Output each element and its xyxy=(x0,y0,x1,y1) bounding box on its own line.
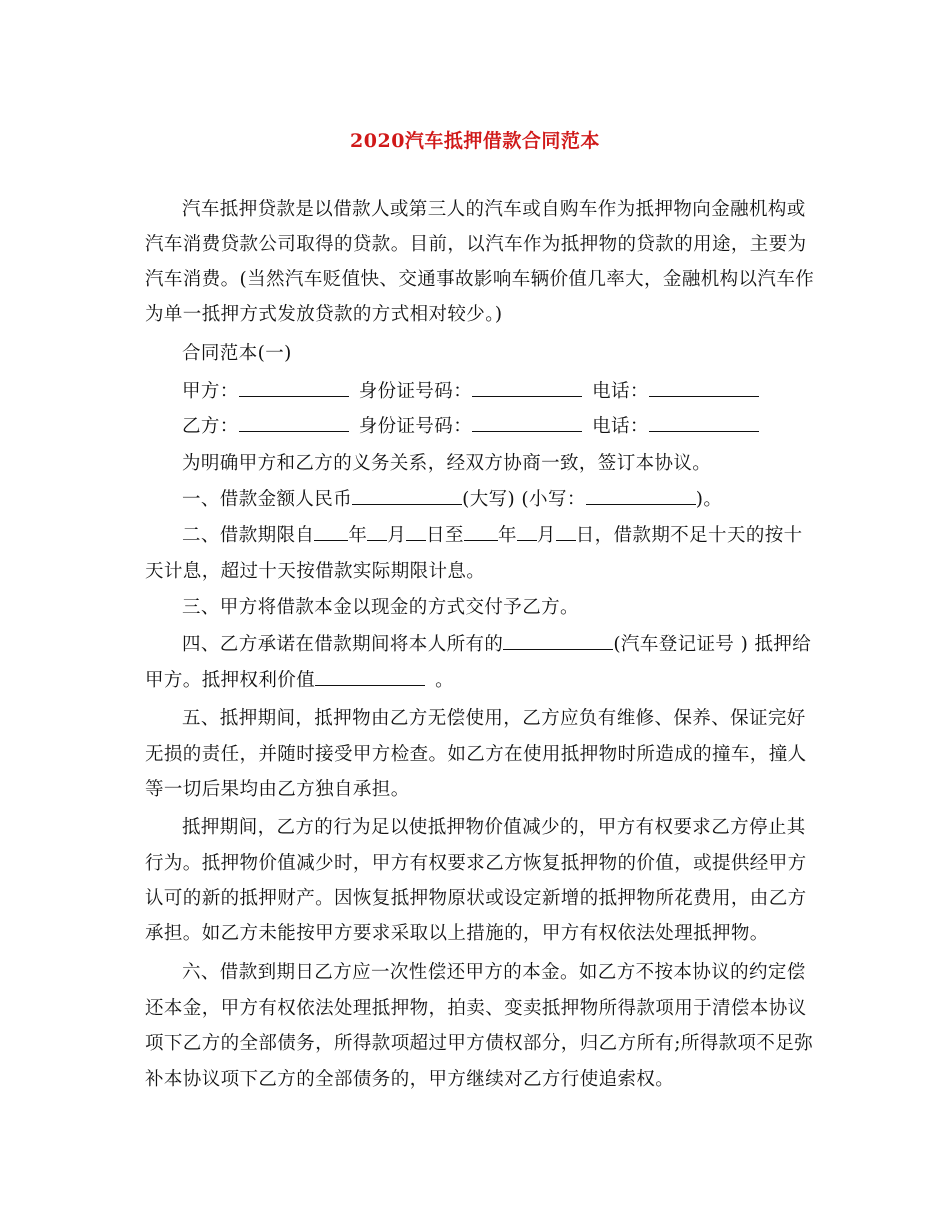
mortgage-para-line: 认可的新的抵押财产。因恢复抵押物原状或设定新增的抵押物所花费用，由乙方 xyxy=(145,888,807,909)
mortgage-para-line: 行为。抵押物价值减少时，甲方有权要求乙方恢复抵押物的价值，或提供经甲方 xyxy=(145,853,807,874)
party-b-label: 乙方： xyxy=(182,416,239,437)
amount-upper-blank xyxy=(352,488,462,505)
clause-4-line2 xyxy=(145,669,815,693)
registration-number-blank xyxy=(503,633,613,650)
clause-2-line2: 天计息，超过十天按借款实际期限计息。 xyxy=(145,561,486,582)
clause-2-text: 二、借款期限自 xyxy=(182,525,315,546)
intro-line: 汽车消费。(当然汽车贬值快、交通事故影响车辆价值几率大，金融机构以汽车作 xyxy=(145,269,815,290)
party-a-phone-blank xyxy=(649,380,759,397)
clause-6-line: 补本协议项下乙方的全部债务的，甲方继续对乙方行使追索权。 xyxy=(145,1069,675,1090)
end-day-blank xyxy=(556,524,576,541)
clause-6-line: 六、借款到期日乙方应一次性偿还甲方的本金。如乙方不按本协议的约定偿 xyxy=(182,962,806,983)
clause-1-text: 一、借款金额人民币 xyxy=(182,489,353,510)
clause-2-text: 日至 xyxy=(426,525,464,546)
clause-2-text: 年 xyxy=(497,525,517,546)
party-a-label: 甲方： xyxy=(182,381,239,402)
party-b-phone-blank xyxy=(649,415,759,432)
party-b-phone-label: 电话： xyxy=(592,416,649,437)
intro-line: 为单一抵押方式发放贷款的方式相对较少。) xyxy=(145,304,503,325)
party-b-name-blank xyxy=(239,415,349,432)
party-b-row xyxy=(182,415,852,439)
amount-lower-blank xyxy=(586,488,696,505)
clause-1-text: )。 xyxy=(695,489,723,510)
clause-3: 三、甲方将借款本金以现金的方式交付予乙方。 xyxy=(182,597,579,618)
clause-2-text: 月 xyxy=(536,525,556,546)
clause-1-text: (大写) (小写： xyxy=(462,489,586,510)
clause-6-line: 还本金，甲方有权依法处理抵押物，拍卖、变卖抵押物所得款项用于清偿本协议 xyxy=(145,998,807,1019)
clause-4-text: 甲方。抵押权利价值 xyxy=(145,670,316,691)
intro-line: 汽车消费贷款公司取得的贷款。目前，以汽车作为抵押物的贷款的用途，主要为 xyxy=(145,234,807,255)
start-year-blank xyxy=(314,524,348,541)
mortgage-value-blank xyxy=(315,669,425,686)
clause-4-text: 四、乙方承诺在借款期间将本人所有的 xyxy=(182,634,504,655)
party-b-id-blank xyxy=(472,415,582,432)
clause-4-text: 。 xyxy=(435,670,455,691)
end-month-blank xyxy=(517,524,537,541)
clause-2-text: 月 xyxy=(387,525,407,546)
start-day-blank xyxy=(406,524,426,541)
clause-5-line: 无损的责任，并随时接受甲方检查。如乙方在使用抵押物时所造成的撞车，撞人 xyxy=(145,744,807,765)
clause-4-text: (汽车登记证号 ) 抵押给 xyxy=(613,634,812,655)
party-a-name-blank xyxy=(239,380,349,397)
clause-2-text: 年 xyxy=(348,525,368,546)
clause-1 xyxy=(182,488,852,512)
agreement-line: 为明确甲方和乙方的义务关系，经双方协商一致，签订本协议。 xyxy=(182,453,712,474)
start-month-blank xyxy=(367,524,387,541)
party-b-id-label: 身份证号码： xyxy=(358,416,473,437)
document-title: 2020汽车抵押借款合同范本 xyxy=(350,130,600,152)
clause-2 xyxy=(182,524,852,548)
party-a-row xyxy=(182,380,852,404)
clause-2-text: 日，借款期不足十天的按十 xyxy=(575,525,803,546)
mortgage-para-line: 抵押期间，乙方的行为足以使抵押物价值减少的，甲方有权要求乙方停止其 xyxy=(182,817,806,838)
mortgage-para-line: 承担。如乙方未能按甲方要求采取以上措施的，甲方有权依法处理抵押物。 xyxy=(145,923,769,944)
party-a-id-label: 身份证号码： xyxy=(358,381,473,402)
clause-6-line: 项下乙方的全部债务，所得款项超过甲方债权部分，归乙方所有;所得款项不足弥 xyxy=(145,1033,814,1054)
clause-5-line: 五、抵押期间，抵押物由乙方无偿使用，乙方应负有维修、保养、保证完好 xyxy=(182,708,806,729)
clause-4 xyxy=(182,633,852,657)
intro-line: 汽车抵押贷款是以借款人或第三人的汽车或自购车作为抵押物向金融机构或 xyxy=(182,199,806,220)
end-year-blank xyxy=(464,524,498,541)
clause-5-line: 等一切后果均由乙方独自承担。 xyxy=(145,779,410,800)
party-a-id-blank xyxy=(472,380,582,397)
section-heading: 合同范本(一) xyxy=(182,343,292,364)
party-a-phone-label: 电话： xyxy=(592,381,649,402)
